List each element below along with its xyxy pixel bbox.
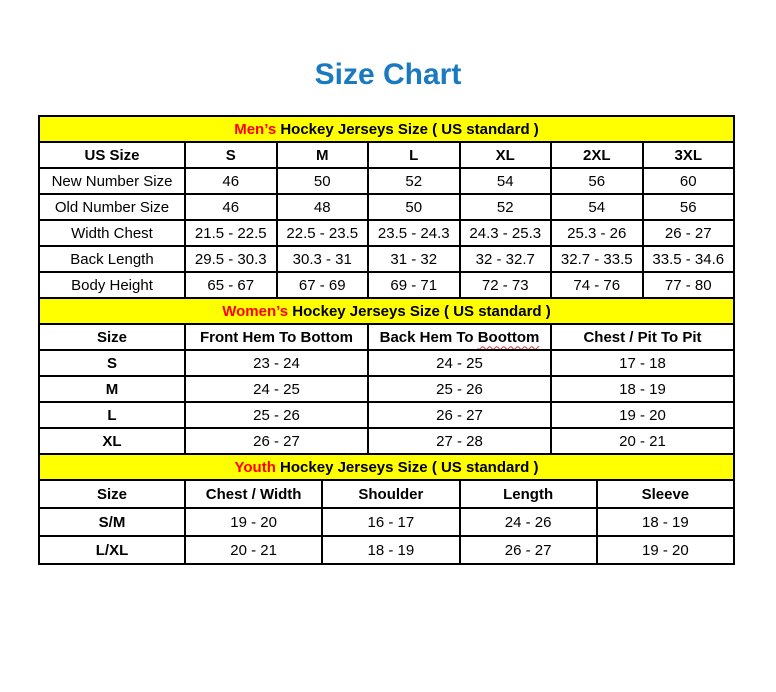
- mens-row-label: New Number Size: [39, 168, 185, 194]
- misspelled-word: Boottom: [477, 328, 540, 346]
- womens-banner-highlight: Women’s: [222, 302, 289, 320]
- youth-row-label: L/XL: [39, 536, 185, 564]
- womens-size-value: 26 - 27: [185, 428, 368, 454]
- mens-size-value: 48: [277, 194, 369, 220]
- mens-col-header: L: [368, 142, 460, 168]
- youth-size-value: 19 - 20: [185, 508, 322, 536]
- mens-size-value: 60: [643, 168, 735, 194]
- mens-size-value: 22.5 - 23.5: [277, 220, 369, 246]
- mens-size-value: 26 - 27: [643, 220, 735, 246]
- womens-row-label: XL: [39, 428, 185, 454]
- mens-size-value: 31 - 32: [368, 246, 460, 272]
- mens-size-value: 30.3 - 31: [277, 246, 369, 272]
- mens-row-label: Width Chest: [39, 220, 185, 246]
- mens-size-value: 77 - 80: [643, 272, 735, 298]
- page-title: Size Chart: [314, 58, 462, 91]
- womens-size-value: 24 - 25: [185, 376, 368, 402]
- mens-size-value: 33.5 - 34.6: [643, 246, 735, 272]
- mens-size-value: 67 - 69: [277, 272, 369, 298]
- mens-col-header: 2XL: [551, 142, 643, 168]
- mens-size-value: 52: [368, 168, 460, 194]
- mens-size-value: 32 - 32.7: [460, 246, 552, 272]
- womens-size-value: 20 - 21: [551, 428, 734, 454]
- mens-col-header: S: [185, 142, 277, 168]
- mens-size-value: 25.3 - 26: [551, 220, 643, 246]
- mens-size-value: 54: [460, 168, 552, 194]
- mens-row-label: Body Height: [39, 272, 185, 298]
- womens-size-value: 19 - 20: [551, 402, 734, 428]
- youth-table-row: [39, 536, 734, 564]
- womens-size-value: 25 - 26: [185, 402, 368, 428]
- womens-row-label: L: [39, 402, 185, 428]
- womens-table-row: [39, 402, 734, 428]
- mens-size-value: 50: [368, 194, 460, 220]
- size-chart: [38, 115, 735, 565]
- womens-col-header: Chest / Pit To Pit: [551, 324, 734, 350]
- youth-col-header: Shoulder: [322, 480, 459, 508]
- womens-banner: Women’s Hockey Jerseys Size ( US standard ): [39, 298, 734, 324]
- mens-row-label: Back Length: [39, 246, 185, 272]
- mens-size-value: 24.3 - 25.3: [460, 220, 552, 246]
- womens-row-label: M: [39, 376, 185, 402]
- mens-size-value: 72 - 73: [460, 272, 552, 298]
- mens-size-value: 46: [185, 194, 277, 220]
- youth-col-header: Sleeve: [597, 480, 734, 508]
- youth-row-label: S/M: [39, 508, 185, 536]
- mens-size-value: 46: [185, 168, 277, 194]
- table-womens: [38, 297, 735, 455]
- youth-table-row: [39, 508, 734, 536]
- youth-size-value: 16 - 17: [322, 508, 459, 536]
- womens-col-header: Size: [39, 324, 185, 350]
- mens-size-value: 52: [460, 194, 552, 220]
- table-mens: [38, 115, 735, 299]
- youth-col-header: Size: [39, 480, 185, 508]
- youth-size-value: 24 - 26: [460, 508, 597, 536]
- youth-size-value: 18 - 19: [322, 536, 459, 564]
- womens-table-row: [39, 350, 734, 376]
- mens-row-label: Old Number Size: [39, 194, 185, 220]
- mens-table-row: [39, 272, 734, 298]
- womens-col-header: Front Hem To Bottom: [185, 324, 368, 350]
- youth-size-value: 26 - 27: [460, 536, 597, 564]
- youth-col-header: Chest / Width: [185, 480, 322, 508]
- youth-size-value: 18 - 19: [597, 508, 734, 536]
- mens-size-value: 54: [551, 194, 643, 220]
- mens-table-row: [39, 220, 734, 246]
- womens-size-value: 27 - 28: [368, 428, 551, 454]
- youth-size-value: 20 - 21: [185, 536, 322, 564]
- youth-size-value: 19 - 20: [597, 536, 734, 564]
- mens-size-value: 69 - 71: [368, 272, 460, 298]
- mens-col-header: XL: [460, 142, 552, 168]
- youth-col-header: Length: [460, 480, 597, 508]
- mens-banner-highlight: Men’s: [234, 120, 277, 138]
- youth-banner: Youth Hockey Jerseys Size ( US standard ): [39, 454, 734, 480]
- mens-col-header: US Size: [39, 142, 185, 168]
- womens-size-value: 23 - 24: [185, 350, 368, 376]
- mens-table-row: [39, 194, 734, 220]
- table-youth: [38, 453, 735, 565]
- womens-size-value: 26 - 27: [368, 402, 551, 428]
- womens-size-value: 24 - 25: [368, 350, 551, 376]
- mens-size-value: 56: [551, 168, 643, 194]
- mens-table-row: [39, 246, 734, 272]
- mens-size-value: 50: [277, 168, 369, 194]
- mens-size-value: 74 - 76: [551, 272, 643, 298]
- mens-col-header: M: [277, 142, 369, 168]
- womens-size-value: 18 - 19: [551, 376, 734, 402]
- mens-banner: Men’s Hockey Jerseys Size ( US standard ): [39, 116, 734, 142]
- womens-table-row: [39, 428, 734, 454]
- mens-size-value: 56: [643, 194, 735, 220]
- womens-size-value: 25 - 26: [368, 376, 551, 402]
- mens-col-header: 3XL: [643, 142, 735, 168]
- mens-table-row: [39, 168, 734, 194]
- womens-size-value: 17 - 18: [551, 350, 734, 376]
- womens-table-row: [39, 376, 734, 402]
- womens-row-label: S: [39, 350, 185, 376]
- mens-size-value: 65 - 67: [185, 272, 277, 298]
- mens-size-value: 32.7 - 33.5: [551, 246, 643, 272]
- mens-size-value: 23.5 - 24.3: [368, 220, 460, 246]
- youth-banner-highlight: Youth: [234, 458, 276, 476]
- mens-size-value: 21.5 - 22.5: [185, 220, 277, 246]
- womens-col-header: Back Hem To Boottom: [368, 324, 551, 350]
- mens-size-value: 29.5 - 30.3: [185, 246, 277, 272]
